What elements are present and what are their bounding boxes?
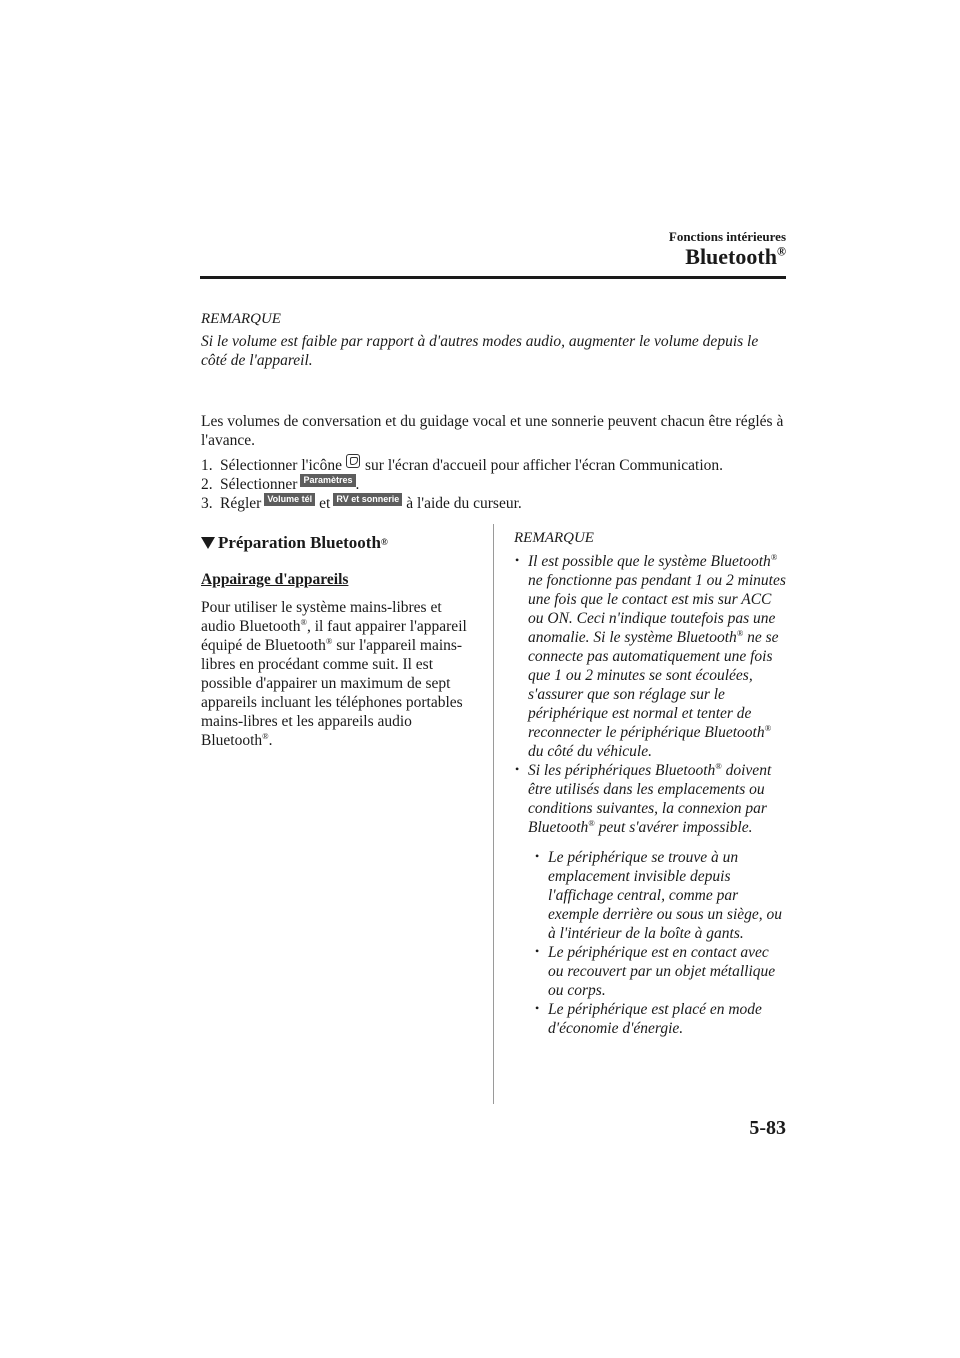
step-number: 1. bbox=[201, 457, 213, 474]
step-text: à l'aide du curseur. bbox=[406, 495, 522, 512]
sub-bullet bbox=[534, 943, 786, 1000]
step-text: et bbox=[319, 495, 331, 512]
section-heading: Préparation Bluetooth ® bbox=[201, 533, 479, 553]
left-column bbox=[201, 533, 479, 750]
bullet-text: peut s'avérer impossible. bbox=[594, 819, 753, 836]
bullet-text: Si les périphériques Bluetooth bbox=[528, 762, 716, 779]
step-2 bbox=[201, 475, 786, 494]
sub-bullet-list bbox=[514, 848, 786, 1038]
registered-mark: ® bbox=[764, 722, 772, 733]
step-text: . bbox=[355, 476, 360, 493]
registered-mark: ® bbox=[736, 627, 744, 638]
note-text: Si le volume est faible par rapport à d'autres modes audio, augmenter le volume depuis le côté de l'appareil. bbox=[201, 333, 759, 369]
step-text: Sélectionner bbox=[220, 476, 298, 493]
bullet-text: ne fonctionne pas pendant 1 ou 2 minutes une fois que le contact est mis sur ACC ou ON. Ceci n'indique toutefois pas une anomalie. Si le système Bluetooth bbox=[528, 572, 786, 646]
header-rule bbox=[200, 276, 786, 279]
para-text: , il faut appairer l'appareil équipé de Bluetooth bbox=[201, 618, 467, 654]
registered-mark: ® bbox=[300, 616, 307, 627]
volume-tel-button-image: Volume tél bbox=[264, 493, 315, 506]
subsection-heading: Appairage d'appareils bbox=[201, 571, 349, 588]
step-text: Régler bbox=[220, 495, 262, 512]
step-text: Sélectionner l'icône bbox=[220, 457, 343, 474]
sub-bullet bbox=[534, 1000, 786, 1038]
step-1 bbox=[201, 456, 786, 475]
page-number: 5-83 bbox=[749, 1117, 786, 1139]
note-bullet bbox=[514, 761, 786, 837]
intro-paragraph: Les volumes de conversation et du guidage vocal et une sonnerie peuvent chacun être réglés à l'avance. bbox=[201, 413, 784, 449]
section-heading-text: Préparation Bluetooth bbox=[218, 533, 381, 552]
para-text: sur l'appareil mains-libres en procédant comme suit. Il est possible d'appairer un maximum de sept appareils incluant les téléphones portables mains-libres et les appareils audio Bluetooth bbox=[201, 637, 463, 749]
note-heading: REMARQUE bbox=[201, 311, 281, 327]
communication-icon bbox=[346, 454, 360, 468]
section-title bbox=[685, 244, 786, 270]
bullet-icon: • bbox=[515, 553, 520, 567]
step-number: 2. bbox=[201, 476, 213, 493]
para-text: . bbox=[268, 732, 273, 749]
bullet-text: Le périphérique est en contact avec ou recouvert par un objet métallique ou corps. bbox=[548, 944, 776, 999]
bullet-icon: • bbox=[515, 762, 520, 776]
registered-mark: ® bbox=[715, 760, 722, 771]
bullet-text: Il est possible que le système Bluetooth bbox=[528, 553, 771, 570]
bullet-icon: • bbox=[535, 849, 540, 863]
bullet-text: du côté du véhicule. bbox=[528, 743, 652, 760]
bullet-text: doivent être utilisés dans les emplacements ou conditions suivantes, la connexion par Bluetooth bbox=[528, 762, 772, 836]
triangle-down-icon bbox=[201, 537, 215, 549]
sub-bullet bbox=[534, 848, 786, 943]
registered-mark: ® bbox=[262, 730, 269, 741]
note-box-top bbox=[201, 311, 786, 370]
step-text: sur l'écran d'accueil pour afficher l'écran Communication. bbox=[365, 457, 723, 474]
parametres-button-image: Paramètres bbox=[300, 474, 355, 487]
bullet-text: Le périphérique est placé en mode d'économie d'énergie. bbox=[548, 1001, 762, 1037]
registered-mark: ® bbox=[770, 551, 778, 562]
section-title-text: Bluetooth bbox=[685, 244, 777, 269]
step-list bbox=[201, 456, 786, 513]
bullet-icon: • bbox=[535, 944, 540, 958]
para-text: Pour utiliser le système mains-libres et audio Bluetooth bbox=[201, 599, 442, 635]
bullet-text: ne se connecte pas automatiquement une fois que 1 ou 2 minutes se sont écoulées, s'assurer que son réglage sur le périphérique est normal et tenter de reconnecter le périphérique Bluetooth bbox=[528, 629, 779, 741]
note-bullet bbox=[514, 552, 786, 761]
section-category: Fonctions intérieures bbox=[668, 229, 786, 244]
bullet-icon: • bbox=[535, 1001, 540, 1015]
step-number: 3. bbox=[201, 495, 213, 512]
step-3 bbox=[201, 494, 786, 513]
bullet-text: Le périphérique se trouve à un emplacement invisible depuis l'affichage central, comme par exemple derrière ou sous un siège, ou à l'intérieur de la boîte à gants. bbox=[548, 849, 783, 942]
column-divider bbox=[493, 524, 494, 1104]
pairing-paragraph bbox=[201, 598, 479, 750]
registered-mark: ® bbox=[325, 635, 333, 646]
rv-sonnerie-button-image: RV et sonnerie bbox=[333, 493, 402, 506]
note-heading: REMARQUE bbox=[514, 530, 594, 546]
registered-mark: ® bbox=[588, 817, 595, 828]
right-column-note bbox=[514, 530, 786, 1038]
registered-mark: ® bbox=[776, 244, 786, 259]
